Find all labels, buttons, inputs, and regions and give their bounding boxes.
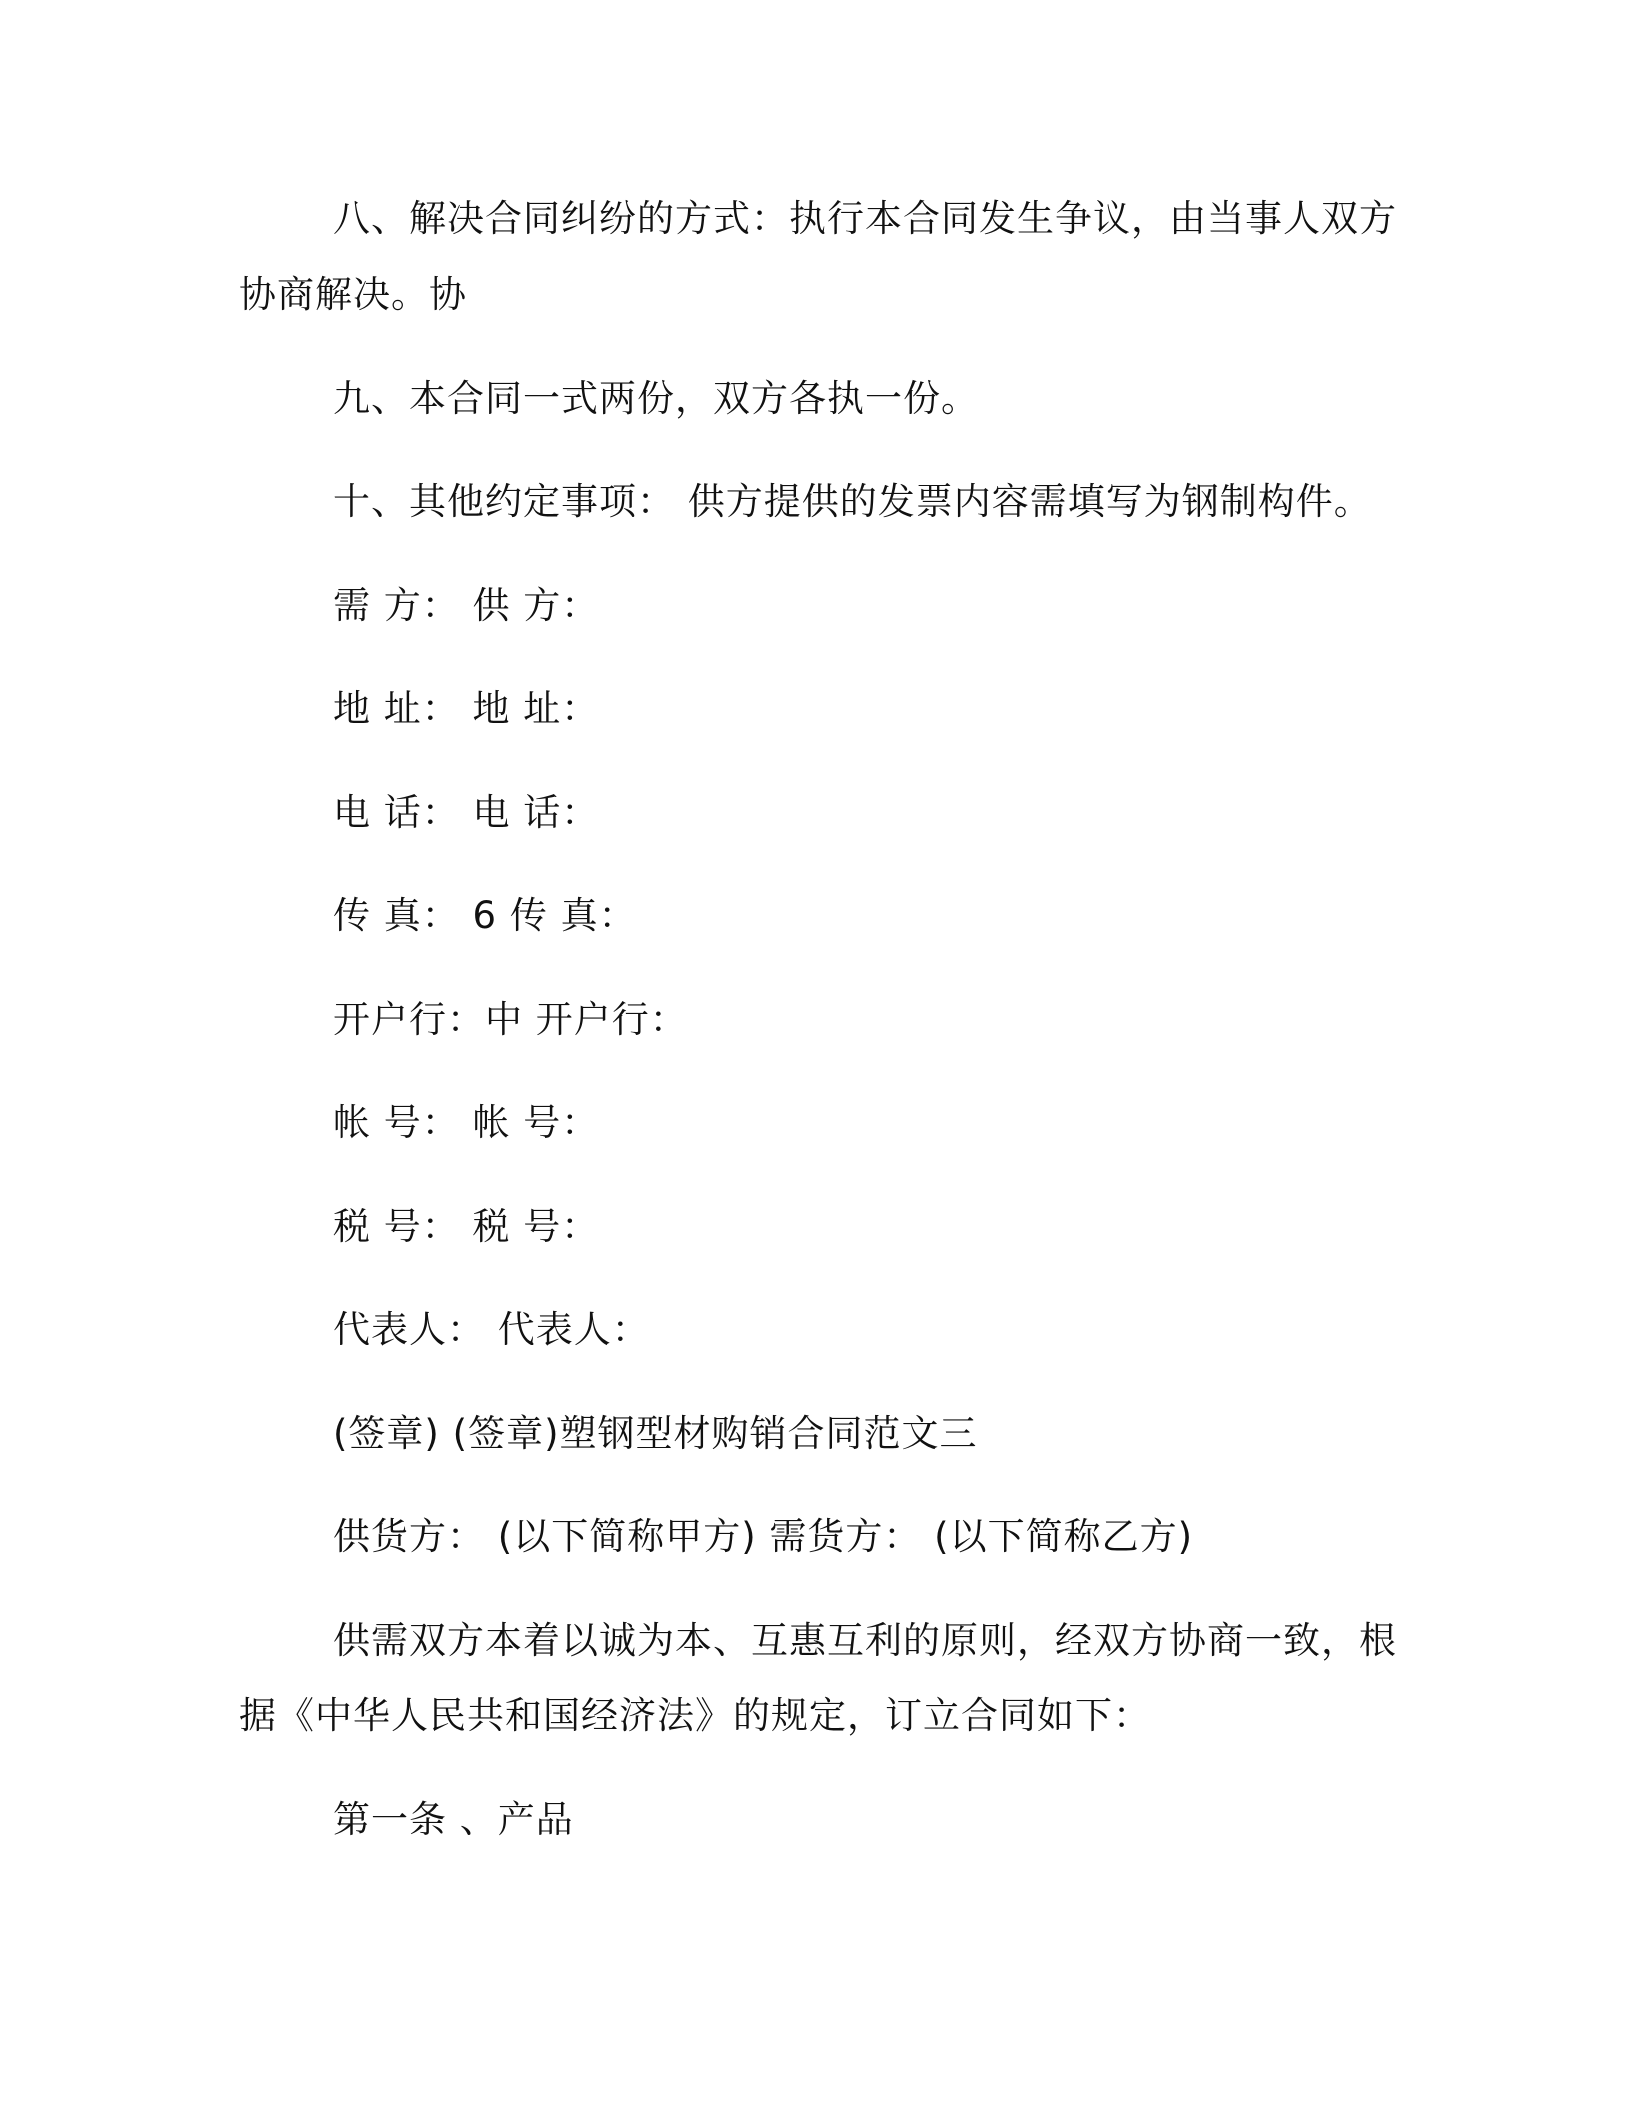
article-1-heading: 第一条 、产品 [333,1798,574,1841]
fax-row: 传 真： 6 传 真： [333,894,637,937]
clause-8-line-2: 协商解决。协 [239,273,467,316]
party-label-row: 需 方： 供 方： [333,584,600,627]
signature-and-title-row: (签章) (签章)塑钢型材购销合同范文三 [333,1412,978,1455]
preamble-line-1: 供需双方本着以诚为本、互惠互利的原则，经双方协商一致，根 [333,1619,1397,1662]
clause-9: 九、本合同一式两份，双方各执一份。 [333,377,979,420]
clause-10: 十、其他约定事项： 供方提供的发票内容需填写为钢制构件。 [333,480,1372,523]
preamble-line-2: 据《中华人民共和国经济法》的规定，订立合同如下： [239,1694,1151,1737]
account-row: 帐 号： 帐 号： [333,1101,600,1144]
bank-row: 开户行：中 开户行： [333,998,688,1041]
address-row: 地 址： 地 址： [333,687,600,730]
parties-intro-row: 供货方： (以下简称甲方) 需货方： (以下简称乙方) [333,1515,1194,1558]
clause-8-line-1: 八、解决合同纠纷的方式：执行本合同发生争议，由当事人双方 [333,197,1397,240]
tax-id-row: 税 号： 税 号： [333,1205,600,1248]
phone-row: 电 话： 电 话： [333,791,600,834]
representative-row: 代表人： 代表人： [333,1308,650,1351]
